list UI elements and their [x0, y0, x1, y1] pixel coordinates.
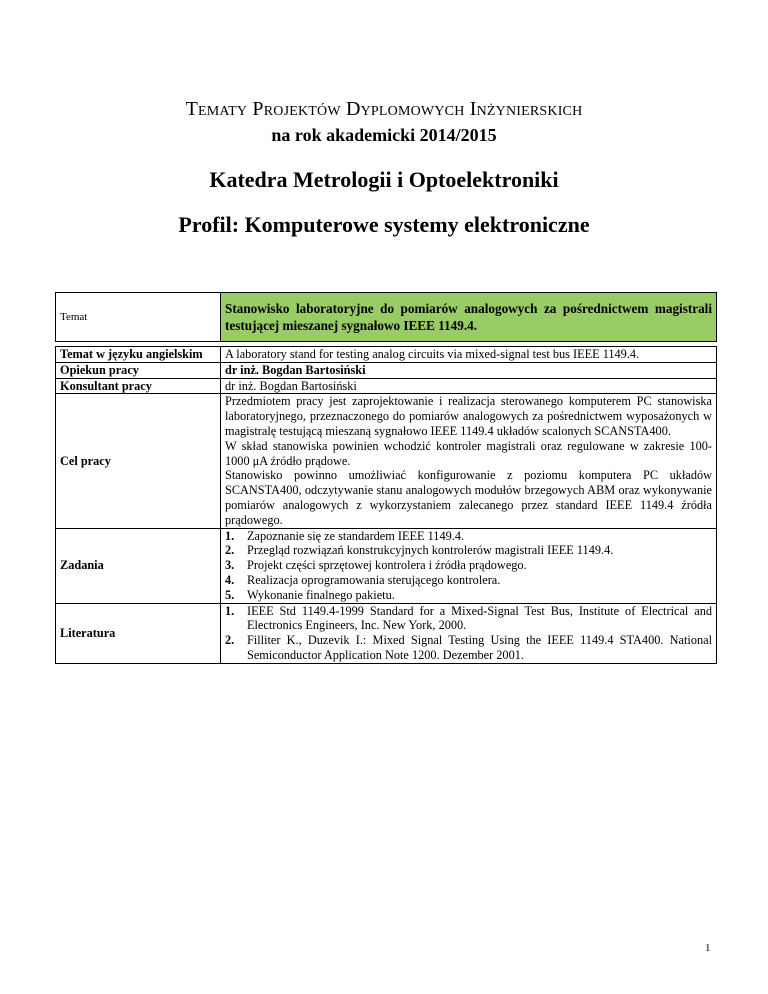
label-konsultant: Konsultant pracy: [56, 378, 221, 394]
value-opiekun: dr inż. Bogdan Bartosiński: [221, 362, 717, 378]
list-number: 5.: [225, 587, 235, 602]
label-temat-en: Temat w języku angielskim: [56, 347, 221, 363]
literatura-list: [225, 604, 712, 663]
academic-year-subtitle: na rok akademicki 2014/2015: [271, 125, 497, 145]
list-item: [225, 558, 712, 573]
table-row-cel: [56, 394, 717, 528]
label-opiekun: Opiekun pracy: [56, 362, 221, 378]
table-row-konsultant: [56, 378, 717, 394]
department-heading: Katedra Metrologii i Optoelektroniki: [209, 167, 559, 192]
list-item: [225, 529, 712, 544]
label-zadania: Zadania: [56, 528, 221, 603]
cel-paragraph-2: W skład stanowiska powinien wchodzić kontroler magistrali oraz regulowane w zakresie 100-1000 μA źródło prądowe.: [225, 438, 712, 468]
page-number: 1: [705, 942, 711, 954]
list-item: [225, 543, 712, 558]
thesis-topic-table: [55, 292, 717, 664]
list-text: Realizacja oprogramowania sterującego kontrolera.: [247, 572, 501, 587]
list-text: Projekt części sprzętowej kontrolera i źródła prądowego.: [247, 558, 527, 573]
list-text: Zapoznanie się ze standardem IEEE 1149.4.: [247, 528, 465, 543]
table-row-temat-en: [56, 347, 717, 363]
cel-paragraph-3: Stanowisko powinno umożliwiać konfigurowanie z poziomu komputera PC układów SCANSTA400, odczytywanie stanu analogowych modułów brzegowych ABM oraz wykonywanie pomiarów analogowych z wykorzystaniem zalecanego przez standard IEEE 1149.4 źródła prądowego.: [225, 468, 712, 527]
table-row-zadania: [56, 528, 717, 603]
cel-paragraph-1: Przedmiotem pracy jest zaprojektowanie i realizacja sterowanego komputerem PC stanowiska laboratoryjnego, przeznaczonego do pomiarów analogowych za pośrednictwem wyposażonych w magistralę testującą mieszaną sygnałowo IEEE 1149.4 układów scalonych SCANSTA400.: [225, 394, 712, 438]
value-konsultant: dr inż. Bogdan Bartosiński: [221, 378, 717, 394]
list-number: 1.: [225, 528, 235, 543]
table-row-opiekun: [56, 362, 717, 378]
list-item: [225, 604, 712, 634]
value-literatura: [221, 603, 717, 663]
table-row-literatura: [56, 603, 717, 663]
label-cel: Cel pracy: [56, 394, 221, 528]
label-temat: Temat: [56, 293, 221, 342]
list-text: IEEE Std 1149.4-1999 Standard for a Mixed-Signal Test Bus, Institute of Electrical and Electronics Engineers, Inc. New York, 2000.: [247, 603, 712, 633]
list-number: 2.: [225, 543, 235, 558]
list-item: [225, 588, 712, 603]
profile-heading: Profil: Komputerowe systemy elektroniczne: [178, 212, 590, 237]
list-number: 1.: [225, 603, 235, 618]
label-literatura: Literatura: [56, 603, 221, 663]
list-item: [225, 633, 712, 663]
list-text: Wykonanie finalnego pakietu.: [247, 587, 395, 602]
list-text: Filliter K., Duzevik I.: Mixed Signal Testing Using the IEEE 1149.4 STA400. National Semiconductor Application Note 1200. Dezember 2001.: [247, 633, 712, 662]
list-number: 4.: [225, 572, 235, 587]
value-zadania: [221, 528, 717, 603]
value-temat: Stanowisko laboratoryjne do pomiarów analogowych za pośrednictwem magistrali testującej mieszanej sygnałowo IEEE 1149.4.: [221, 293, 717, 342]
list-item: [225, 573, 712, 588]
table-row-temat: [56, 293, 717, 342]
document-title: Tematy Projektów Dyplomowych Inżynierskich: [185, 98, 583, 120]
list-text: Przegląd rozwiązań konstrukcyjnych kontrolerów magistrali IEEE 1149.4.: [247, 543, 614, 558]
value-cel: [221, 394, 717, 528]
value-temat-en: A laboratory stand for testing analog circuits via mixed-signal test bus IEEE 1149.4.: [221, 347, 717, 363]
zadania-list: [225, 529, 712, 603]
list-number: 2.: [225, 633, 235, 648]
list-number: 3.: [225, 558, 235, 573]
